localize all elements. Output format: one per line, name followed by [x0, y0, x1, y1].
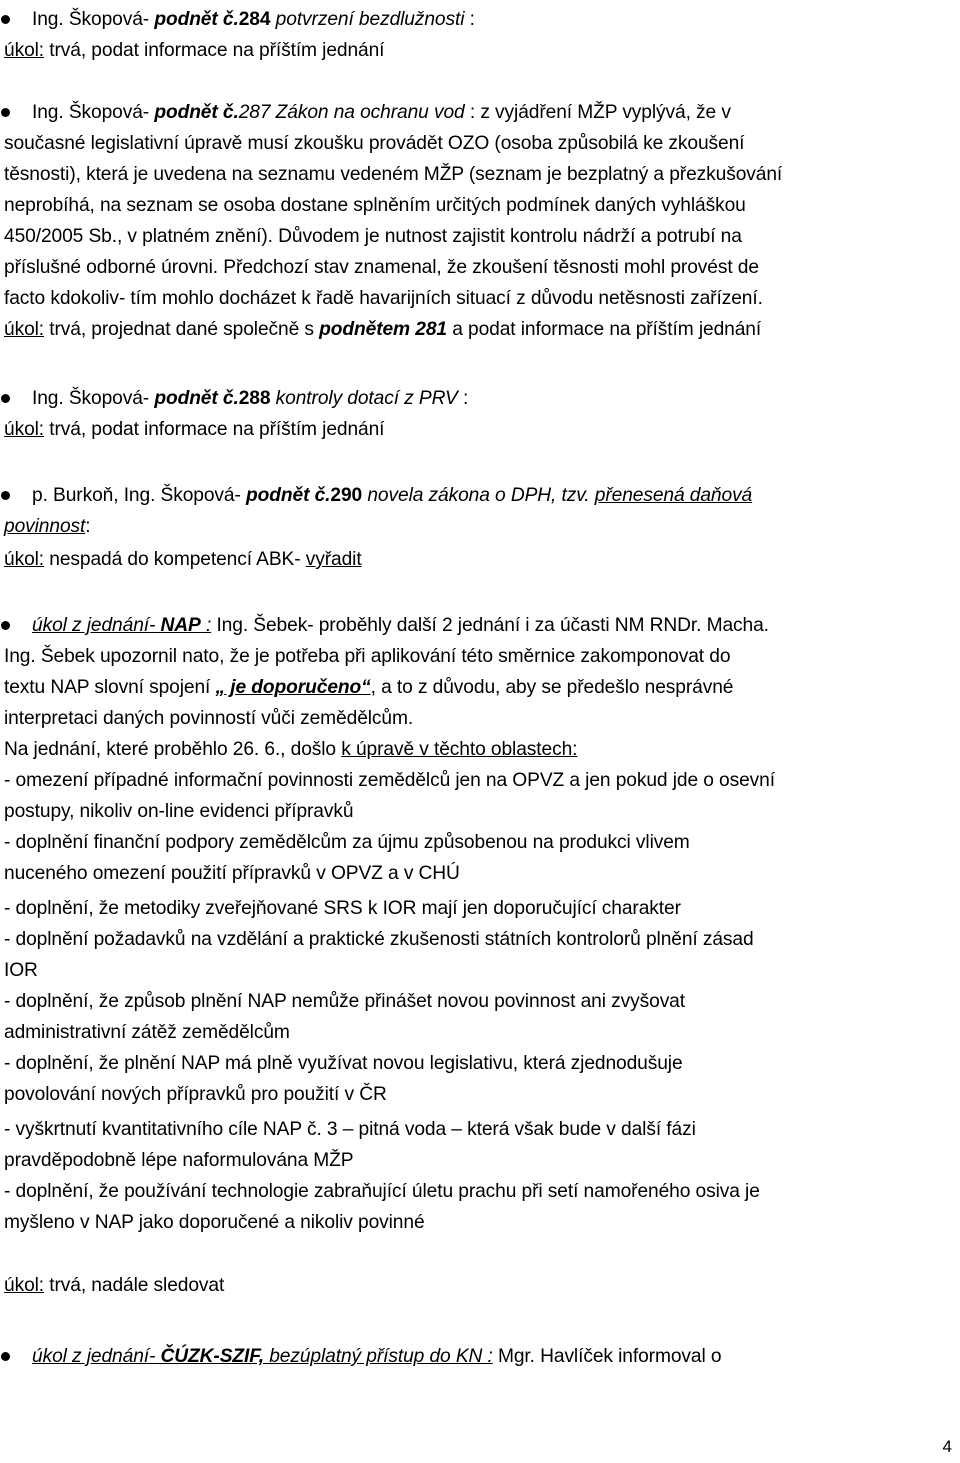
nap-change-line: administrativní zátěž zemědělcům — [4, 1022, 290, 1043]
podnet-title: Zákon na ochranu vod — [275, 102, 465, 123]
nap-change-line: - doplnění požadavků na vzdělání a praktické zkušenosti státních kontrolorů plnění zásad — [4, 929, 754, 950]
topic-name: ČÚZK-SZIF, — [160, 1346, 264, 1367]
nap-change-line: - omezení případné informační povinnosti zemědělců jen na OPVZ a jen pokud jde o osevní — [4, 770, 775, 791]
nap-change-line: postupy, nikoliv on-line evidenci přípravků — [4, 801, 354, 822]
nap-change-line: povolování nových přípravků pro použití v ČR — [4, 1084, 387, 1105]
item-284-heading: Ing. Škopová- podnět č.284 potvrzení bezdlužnosti : — [32, 4, 954, 35]
item-290-heading-cont: povinnost: — [4, 516, 91, 537]
nap-change-line: - doplnění, že plnění NAP má plně využívat novou legislativu, která zjednodušuje — [4, 1053, 683, 1074]
podnet-label: podnět č. — [154, 102, 239, 123]
podnet-title: kontroly dotací z PRV — [275, 388, 458, 409]
nap-change-line: - doplnění finanční podpory zemědělcům za újmu způsobenou na produkci vlivem — [4, 832, 690, 853]
author: p. Burkoň, Ing. Škopová- — [32, 485, 247, 506]
topic-name: NAP — [160, 615, 201, 636]
item-287-task: úkol: trvá, projednat dané společně s podnětem 281 a podat informace na příštím jednání — [4, 319, 762, 340]
podnet-title: potvrzení bezdlužnosti — [275, 9, 465, 30]
podnet-label: podnět č. — [154, 9, 239, 30]
podnet-number: 284 — [238, 9, 276, 30]
bullet-icon — [1, 108, 10, 117]
nap-change-line: - doplnění, že používání technologie zabraňující úletu prachu při setí namořeného osiva je — [4, 1181, 760, 1202]
task-text: trvá, projednat dané společně s — [44, 319, 320, 340]
page-number: 4 — [942, 1437, 952, 1456]
bullet-icon — [1, 394, 10, 403]
task-text: nespadá do kompetencí ABK- — [44, 549, 306, 570]
author: Ing. Škopová- — [32, 9, 155, 30]
item-288-task — [4, 414, 954, 445]
body-line: facto kdokoliv- tím mohlo docházet k řadě havarijních situací z důvodu netěsnosti zařízení. — [4, 288, 763, 309]
podnet-label: podnět č. — [154, 388, 239, 409]
nap-change-line: - doplnění, že způsob plnění NAP nemůže přinášet novou povinnost ani zvyšovat — [4, 991, 685, 1012]
nap-change-line: - doplnění, že metodiky zveřejňované SRS k IOR mají jen doporučující charakter — [4, 898, 681, 919]
body-line: příslušné odborné úrovni. Předchozí stav znamenal, že zkoušení těsnosti mohl provést de — [4, 257, 759, 278]
task-action: vyřadit — [305, 549, 362, 570]
body-line: Ing. Šebek upozornil nato, že je potřeba při aplikování této směrnice zakomponovat do — [4, 646, 731, 667]
nap-change-line: - vyškrtnutí kvantitativního cíle NAP č. 3 – pitná voda – která však bude v další fázi — [4, 1119, 696, 1140]
body-line: Na jednání, které proběhlo 26. 6., došlo k úpravě v těchto oblastech: — [4, 739, 578, 760]
task-label: úkol: — [4, 1275, 45, 1296]
item-287-heading: Ing. Škopová- podnět č.287 Zákon na ochranu vod : z vyjádření MŽP vyplývá, že v — [32, 97, 954, 128]
emphasized-phrase: „ je doporučeno“ — [215, 677, 371, 698]
bullet-icon — [1, 1352, 10, 1361]
nap-change-line: nuceného omezení použití přípravků v OPVZ a v CHÚ — [4, 863, 460, 884]
task-text: trvá, podat informace na příštím jednání — [44, 40, 385, 61]
item-290-heading — [32, 480, 954, 511]
bullet-icon — [1, 621, 10, 630]
podnet-number: 288 — [238, 388, 276, 409]
bullet-icon — [1, 15, 10, 24]
author: Ing. Škopová- — [32, 388, 155, 409]
item-nap-heading: úkol z jednání- NAP : Ing. Šebek- proběhly další 2 jednání i za účasti NM RNDr. Macha. — [32, 610, 954, 641]
item-288-heading: Ing. Škopová- podnět č.288 kontroly dotací z PRV : — [32, 383, 954, 414]
bullet-icon — [1, 491, 10, 500]
task-text: trvá, nadále sledovat — [44, 1275, 225, 1296]
body-line: současné legislativní úpravě musí zkoušku provádět OZO (osoba způsobilá ke zkoušení — [4, 133, 745, 154]
item-284-task — [4, 35, 954, 66]
body-line: 450/2005 Sb., v platném znění). Důvodem je nutnost zajistit kontrolu nádrží a potrubí na — [4, 226, 742, 247]
item-cuzk-heading: úkol z jednání- ČÚZK-SZIF, bezúplatný přístup do KN : Mgr. Havlíček informoval o — [32, 1341, 954, 1372]
author: Ing. Škopová- — [32, 102, 155, 123]
body-line: těsnosti), která je uvedena na seznamu vedeném MŽP (seznam je bezplatný a přezkušování — [4, 164, 783, 185]
nap-change-line: IOR — [4, 960, 38, 981]
task-label: úkol: — [4, 549, 45, 570]
nap-change-line: pravděpodobně lépe naformulována MŽP — [4, 1150, 354, 1171]
task-text: trvá, podat informace na příštím jednání — [44, 419, 385, 440]
item-290-task — [4, 544, 954, 575]
task-reference: podnětem 281 — [319, 319, 447, 340]
body-line: textu NAP slovní spojení „ je doporučeno“, a to z důvodu, aby se předešlo nesprávné — [4, 677, 734, 698]
podnet-label: podnět č. — [246, 485, 331, 506]
nap-change-line: myšleno v NAP jako doporučené a nikoliv povinné — [4, 1212, 425, 1233]
task-label: úkol: — [4, 419, 45, 440]
item-nap-task — [4, 1270, 954, 1301]
podnet-title-underlined: přenesená daňová — [594, 485, 753, 506]
task-label: úkol: — [4, 319, 45, 340]
podnet-number: 290 — [330, 485, 368, 506]
task-label: úkol: — [4, 40, 45, 61]
podnet-number: 287 — [238, 102, 276, 123]
task-from-meeting-label: úkol z jednání- — [32, 1346, 161, 1367]
podnet-title: novela zákona o DPH, tzv. — [367, 485, 595, 506]
body-line: interpretaci daných povinností vůči zemědělcům. — [4, 708, 414, 729]
task-from-meeting-label: úkol z jednání- — [32, 615, 161, 636]
body-line: neprobíhá, na seznam se osoba dostane splněním určitých podmínek daných vyhláškou — [4, 195, 746, 216]
